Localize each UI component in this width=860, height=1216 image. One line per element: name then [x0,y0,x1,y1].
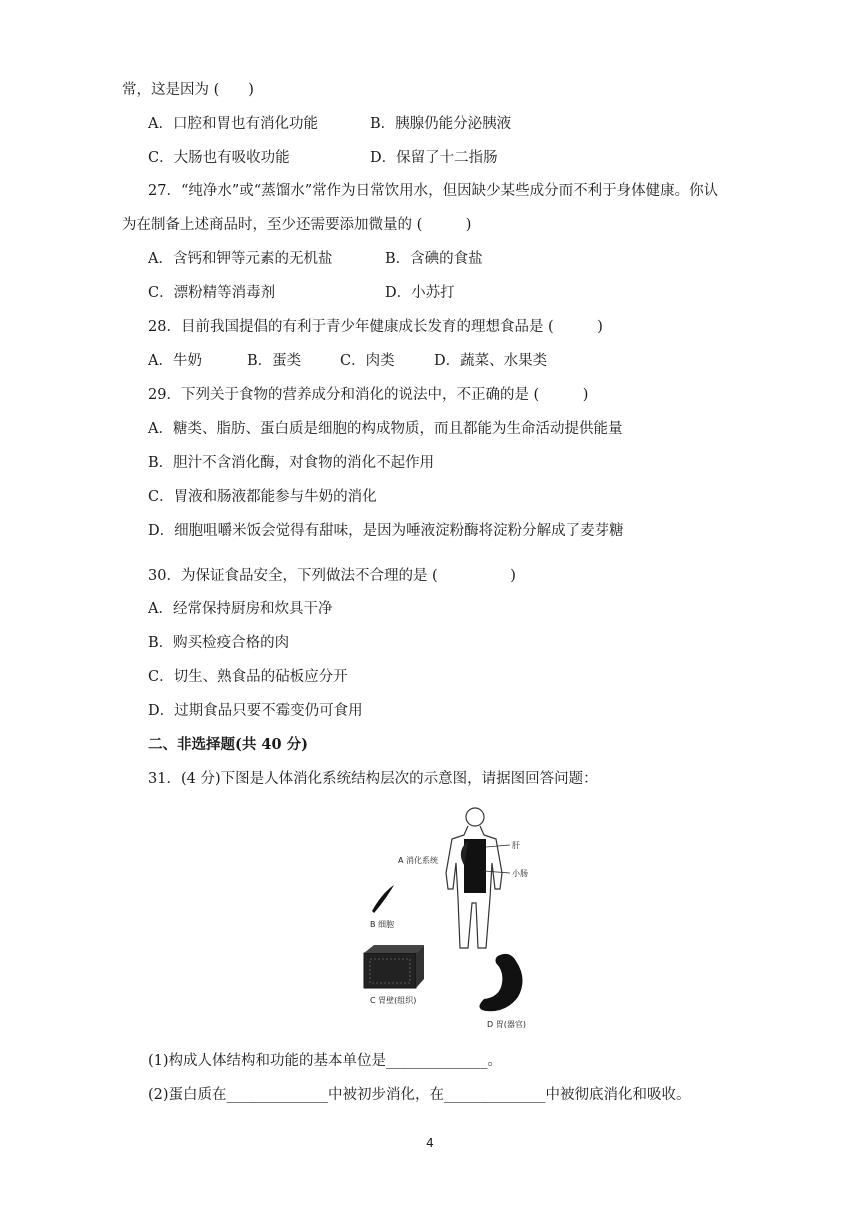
label-digestive-system: A 消化系统 [398,856,439,865]
digestive-system-figure [360,803,535,1033]
q28-option-d: D．蔬菜、水果类 [434,353,548,369]
q31-sub2: (2)蛋白质在______________中被初步消化，在______________中被彻底消化和吸收。 [148,1087,691,1103]
stomach-illustration [479,954,522,1011]
q27-line2: 为在制备上述商品时，至少还需要添加微量的 ( ) [122,217,472,233]
q26-option-d: D．保留了十二指肠 [370,150,498,166]
label-small-intestine: 小肠 [512,869,528,878]
label-stomach-wall: C 胃壁(组织) [370,996,417,1005]
q29-stem: 29．下列关于食物的营养成分和消化的说法中，不正确的是 ( ) [148,387,589,403]
q28-option-c: C．肉类 [340,353,395,369]
q29-option-a: A．糖类、脂肪、蛋白质是细胞的构成物质，而且都能为生命活动提供能量 [148,421,623,437]
label-cell: B 细胞 [370,920,395,929]
q26-option-a: A．口腔和胃也有消化功能 [148,116,318,132]
label-liver: 肝 [512,841,520,850]
q29-option-c: C．胃液和肠液都能参与牛奶的消化 [148,489,377,505]
q27-line1: 27．“纯净水”或“蒸馏水”常作为日常饮用水，但因缺少某些成分而不利于身体健康。你认 [148,183,719,199]
q30-option-c: C．切生、熟食品的砧板应分开 [148,669,348,685]
q30-option-a: A．经常保持厨房和炊具干净 [148,601,333,617]
q30-option-b: B．购买检疫合格的肉 [148,635,290,651]
q27-option-d: D．小苏打 [385,285,455,301]
q31-sub1: (1)构成人体结构和功能的基本单位是______________。 [148,1053,503,1069]
tissue-illustration [364,945,424,988]
page-number: 4 [426,1136,434,1150]
q30-stem: 30．为保证食品安全，下列做法不合理的是 ( ) [148,568,516,584]
q28-option-a: A．牛奶 [148,353,202,369]
q27-option-c: C．漂粉精等消毒剂 [148,285,276,301]
label-stomach-organ: D 胃(器官) [487,1020,526,1029]
q31-stem: 31．(4 分)下图是人体消化系统结构层次的示意图，请据图回答问题： [148,771,598,787]
q26-tail: 常，这是因为 ( ) [122,82,254,98]
q26-option-c: C．大肠也有吸收功能 [148,150,290,166]
q30-option-d: D．过期食品只要不霉变仍可食用 [148,703,363,719]
q27-option-a: A．含钙和钾等元素的无机盐 [148,251,333,267]
cell-illustration [372,885,394,913]
section-heading: 二、非选择题(共 40 分) [148,736,308,753]
q28-stem: 28．目前我国提倡的有利于青少年健康成长发育的理想食品是 ( ) [148,319,603,335]
q29-option-b: B．胆汁不含消化酶，对食物的消化不起作用 [148,455,435,471]
q29-option-d: D．细胞咀嚼米饭会觉得有甜味，是因为唾液淀粉酶将淀粉分解成了麦芽糖 [148,523,624,539]
q27-option-b: B．含碘的食盐 [385,251,483,267]
q28-option-b: B．蛋类 [247,353,302,369]
digestive-organs-illustration [461,839,486,893]
q26-option-b: B．胰腺仍能分泌胰液 [370,116,512,132]
